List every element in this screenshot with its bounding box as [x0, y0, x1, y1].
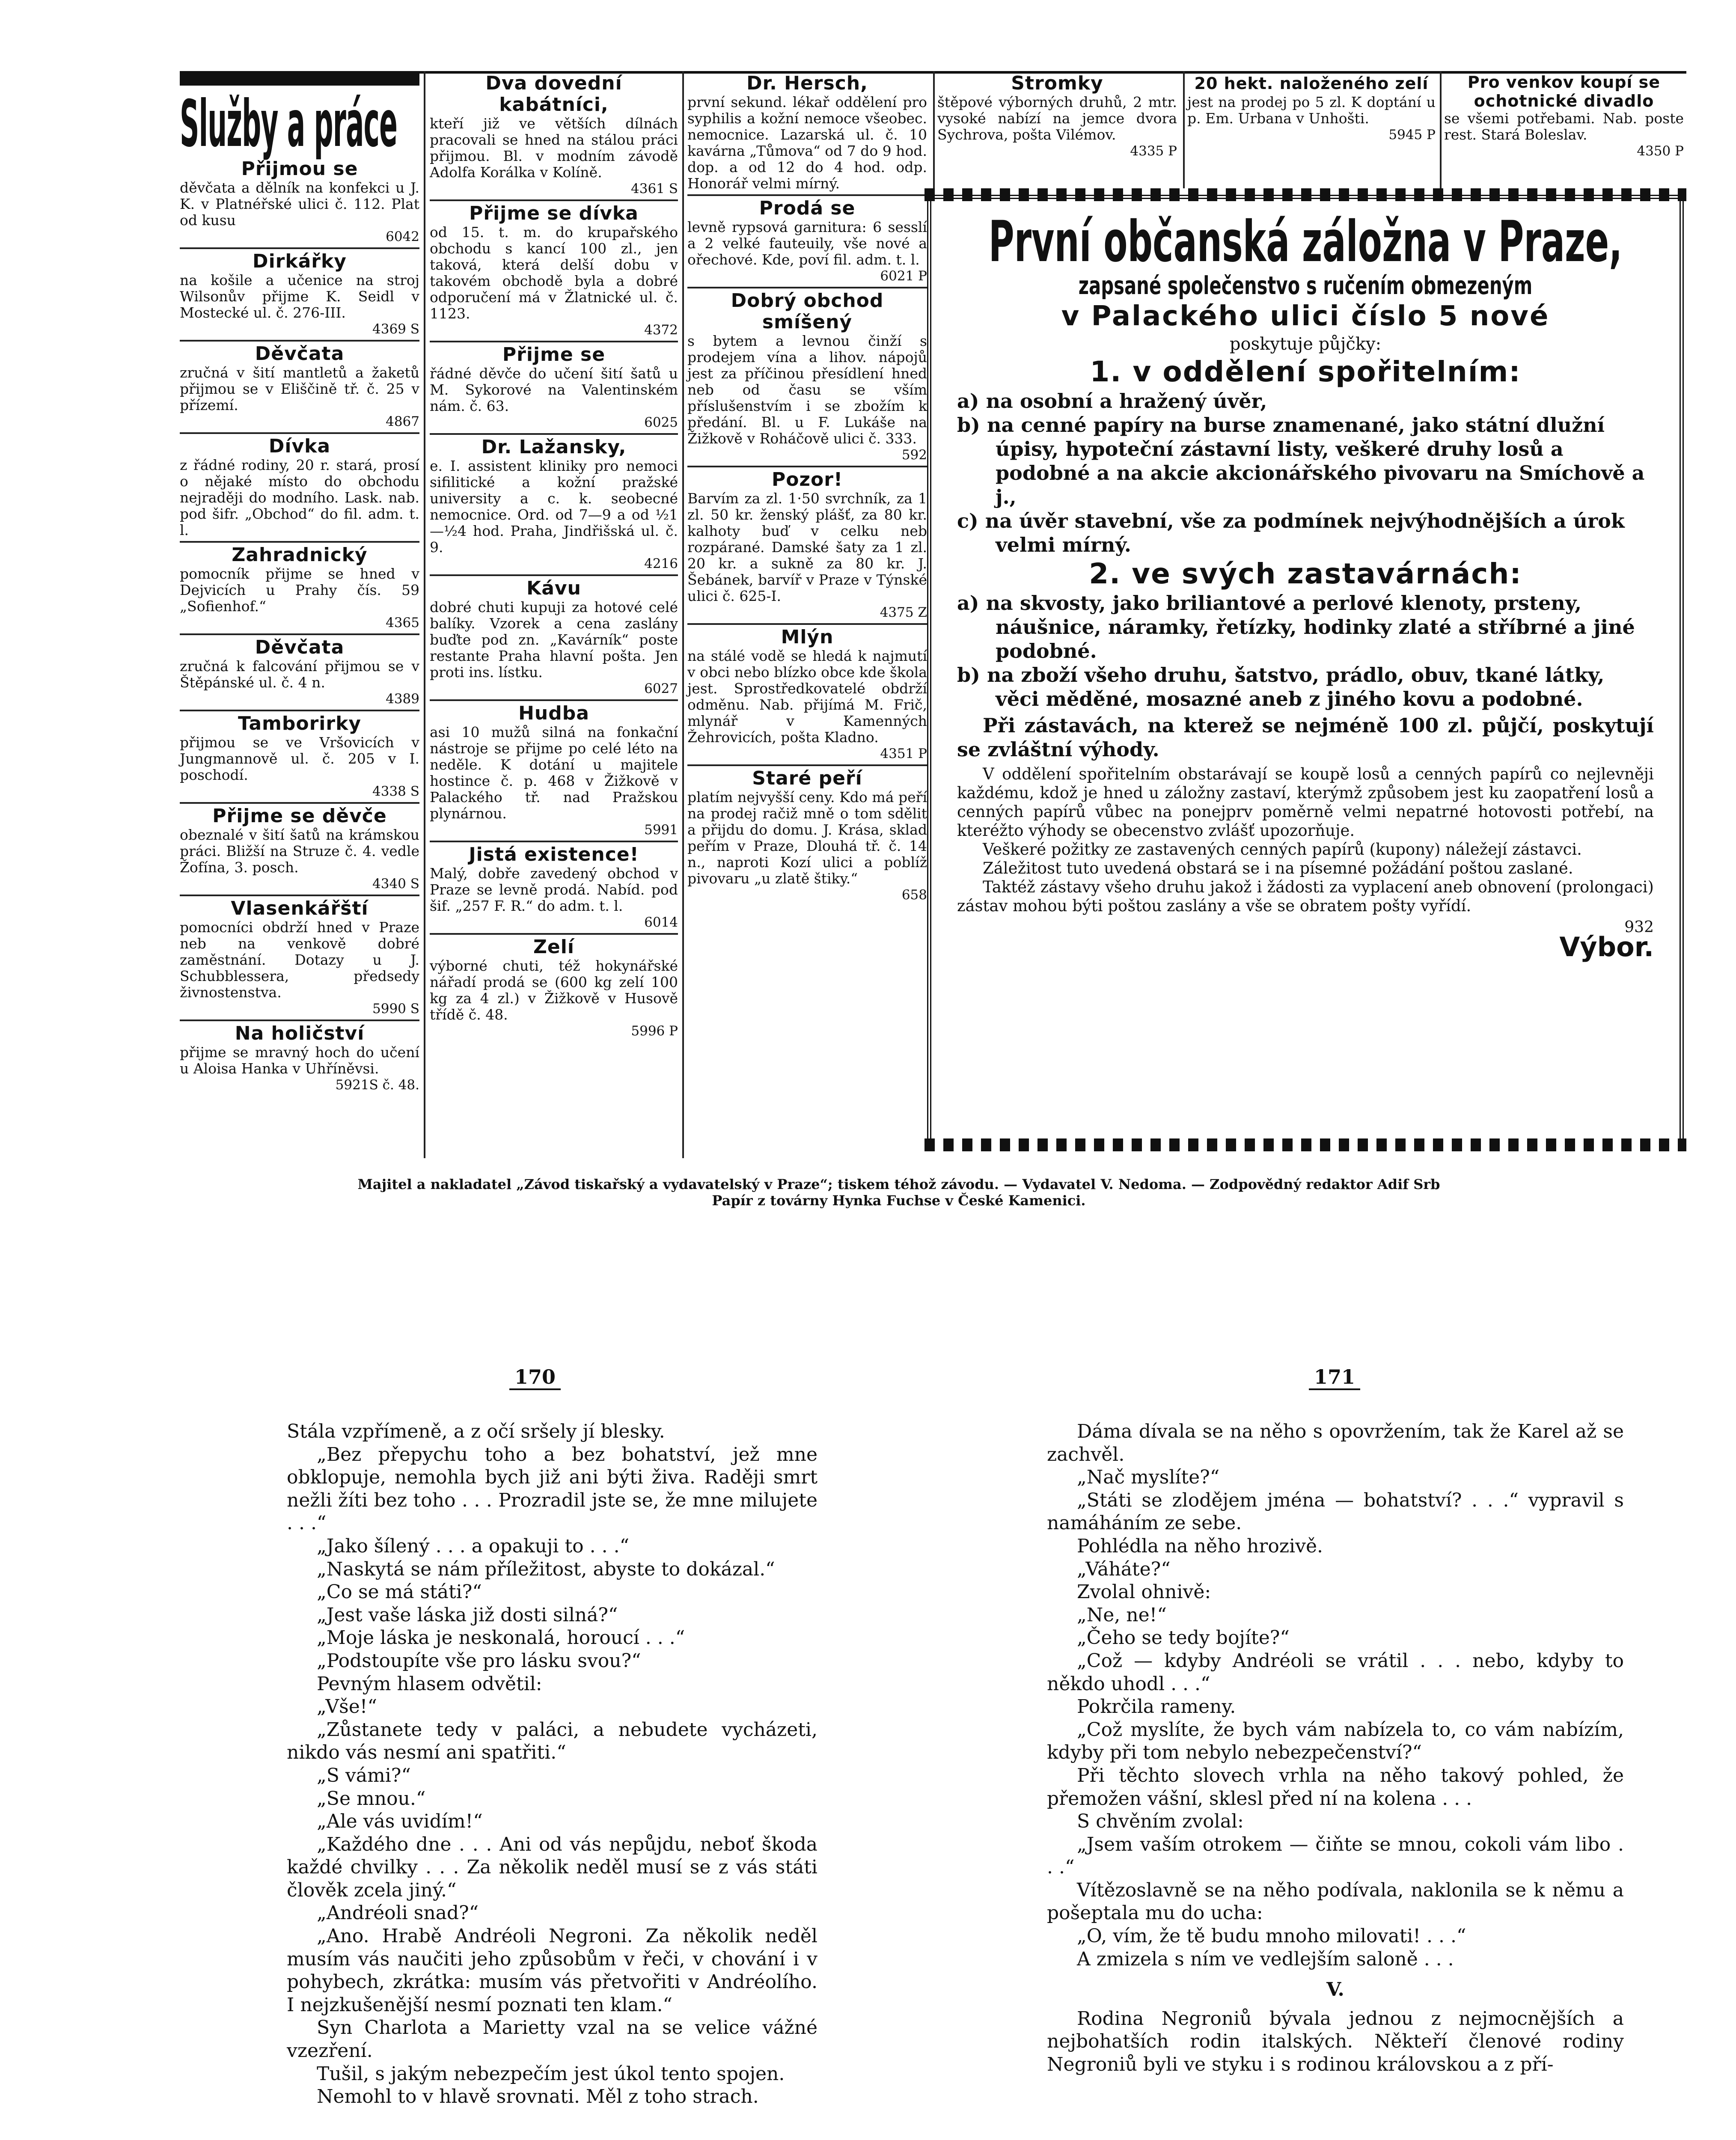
- paragraph: Zvolal ohnivě:: [1077, 1581, 1211, 1603]
- ad-text: od 15. t. m. do krupařského obchodu s kancí 100 zl., jen taková, která delší dobu v takovém obchodě byla a dobré odporučení má v Žlatnické ul. č. 1123.: [430, 224, 678, 322]
- ad-title: Mlýn: [781, 626, 834, 648]
- paragraph: Pohlédla na něho hrozivě.: [1077, 1535, 1323, 1557]
- ad-text: pomocník přijme se hned v Dejvicích u Prahy čís. 59 „Sofienhof.“: [180, 565, 419, 615]
- paragraph: „Což — kdyby Andréoli se vrátil . . . nebo, kdyby to někdo uhodl . . .“: [1047, 1650, 1624, 1695]
- bank-fine-print: Veškeré požitky ze zastavených cenných papírů (kupony) náležejí zástavci.: [983, 840, 1582, 859]
- bank-special: Při zástavách, na kterež se nejméně 100 zl. půjčí, poskytují se zvláštní výhody.: [957, 714, 1654, 761]
- ad-text: obeznalé v šití šatů na krámskou práci. Bližší na Struze č. 4. vedle Žofína, 3. posch.: [180, 826, 419, 876]
- ad-text: zručná k falcování přijmou se v Štěpánské ul. č. 4 n.: [180, 658, 419, 691]
- paragraph: „Zůstanete tedy v paláci, a nebudete vycházeti, nikdo vás nesmí ani spatřiti.“: [287, 1718, 817, 1764]
- paragraph: Rodina Negroniů bývala jednou z nejmocnějších a nejbohatších rodin italských. Někteří členové rodiny Negroniů byli ve styku i s rodinou královskou a z pří-: [1047, 2007, 1624, 2076]
- ad-code: 5996 P: [631, 1023, 678, 1039]
- paragraph: „Co se má státi?“: [317, 1581, 482, 1603]
- ad-code: 4335 P: [1130, 143, 1177, 159]
- ad-code: 6042: [386, 229, 419, 244]
- ad-title: Zahradnický: [232, 544, 368, 566]
- paragraph: Tušil, s jakým nebezpečím jest úkol tento spojen.: [317, 2063, 785, 2085]
- paragraph: „Ne, ne!“: [1077, 1604, 1167, 1626]
- bank-fine-print: Taktéž zástavy všeho druhu jakož i žádosti za vyplacení aneb obnovení (prolongaci) zástav mohou býti poštou zaslány a vše se obratem pošty vyřídí.: [957, 878, 1654, 915]
- ad-code: 4365: [386, 615, 419, 630]
- heading-bar: [180, 73, 419, 86]
- ad-text: na košile a učenice na stroj Wilsonův přijme K. Seidl v Mostecké ul. č. 276-III.: [180, 272, 419, 321]
- ad-title: Dr. Lažansky,: [481, 436, 627, 458]
- ad: [180, 895, 419, 1017]
- bank-fine-print: Záležitost tuto uvedená obstará se i na písemné požádání poštou zaslané.: [983, 859, 1573, 877]
- paragraph: „S vámi?“: [317, 1764, 411, 1786]
- ad-code: 4372: [644, 322, 678, 338]
- paragraph: „Čeho se tedy bojíte?“: [1077, 1627, 1290, 1649]
- ad-code: 4375 Z: [880, 605, 927, 620]
- ad-title: Dva dovední kabátníci,: [485, 72, 622, 116]
- imprint: [214, 1176, 1584, 1209]
- ad-title: Zelí: [533, 936, 574, 958]
- ad-code: 4338 S: [372, 784, 419, 799]
- paragraph: „Ano. Hrabě Andréoli Negroni. Za několik neděl musím vás naučiti jeho způsobům v řeči, v chování i v pohybech, zkrátka: musím vás přetvořiti v Andréolího. I nejzkušenější nesmí poznati ten klam.“: [287, 1925, 817, 2016]
- ad: [180, 710, 419, 800]
- bank-item: b) na zboží všeho druhu, šatstvo, prádlo, obuv, tkané látky, věci měděné, mosazné aneb z jiného kovu a podobné.: [957, 663, 1605, 710]
- paragraph: Dáma dívala se na něho s opovržením, tak že Karel až se zachvěl.: [1047, 1421, 1624, 1465]
- ad: [687, 73, 927, 192]
- ad-title: Pro venkov koupí se ochotnické divadlo: [1467, 73, 1661, 110]
- ad-title: Na holičství: [235, 1022, 365, 1044]
- ad-code: 5945 P: [1388, 127, 1436, 143]
- paragraph: „Nač myslíte?“: [1077, 1466, 1220, 1489]
- ad-title: Přijme se: [502, 344, 606, 366]
- ad-title: Prodá se: [759, 197, 856, 219]
- ad-text: s bytem a levnou činží s prodejem vína a lihov. nápojů jest za příčinou přesídlení hned neb od času se vším příslušenstvím i se zbožím k předání. Bl. u F. Lukáše na Žižkově v Roháčově ulici č. 333.: [687, 333, 927, 447]
- ad-code: 4369 S: [372, 321, 419, 337]
- chapter-heading: V.: [1326, 1979, 1344, 2001]
- ad: [1444, 73, 1684, 159]
- book-page-right: [1047, 1420, 1624, 2076]
- paragraph: Při těchto slovech vrhla na něho takový pohled, že přemožen vášní, sklesl před ní na kolena . . .: [1047, 1764, 1624, 1810]
- ad-title: Staré peří: [752, 767, 862, 789]
- bank-item: c) na úvěr stavební, vše za podmínek nejvýhodnějších a úrok velmi mírný.: [957, 509, 1625, 556]
- bank-item: a) na osobní a hražený úvěr,: [957, 389, 1267, 413]
- paragraph: „Jsem vaším otrokem — čiňte se mnou, cokoli vám libo . . .“: [1047, 1833, 1624, 1878]
- ad: [430, 699, 678, 838]
- paragraph: „Ale vás uvidím!“: [317, 1810, 483, 1833]
- ad-title: Dobrý obchod smíšený: [731, 290, 884, 333]
- column-3: [687, 73, 927, 906]
- bank-signature: Výbor.: [1559, 931, 1654, 963]
- ad: [430, 73, 678, 197]
- page-number: 170: [509, 1365, 561, 1390]
- ad-code: 4389: [386, 691, 419, 707]
- ad-text: řádné děvče do učení šití šatů u M. Sykorové na Valentinském nám. č. 63.: [430, 365, 678, 414]
- paragraph: „O, vím, že tě budu mnoho milovati! . . .“: [1077, 1925, 1466, 1947]
- paragraph: „Každého dne . . . Ani od vás nepůjdu, neboť škoda každé chvilky . . . Za několik neděl musí se z vás státi člověk zcela jiný.“: [287, 1833, 817, 1901]
- ad: [430, 433, 678, 572]
- ad-text: přijme se mravný hoch do učení u Aloisa Hanka v Uhříněvsi.: [180, 1044, 419, 1077]
- ad: [430, 574, 678, 697]
- ad-code: 4340 S: [372, 876, 419, 892]
- ad: [430, 199, 678, 338]
- ad-text: první sekund. lékař oddělení pro syphilis a kožní nemoce všeobec. nemocnice. Lazarská ul. č. 10 kavárna „Tůmova“ od 7 do 9 hod. dop. a od 12 do 4 hod. odp. Honorář velmi mírný.: [687, 94, 927, 192]
- book-page-left: [287, 1420, 817, 2108]
- ad: [180, 1019, 419, 1093]
- ad-text: děvčata a dělník na konfekci u J. K. v Platnéřské ulici č. 112. Plat od kusu: [180, 179, 419, 229]
- bank-section-2: 2. ve svých zastavárnách:: [1089, 557, 1522, 590]
- ad: [180, 633, 419, 707]
- ad: [180, 432, 419, 538]
- paragraph: Nemohl to v hlavě srovnati. Měl z toho strach.: [317, 2086, 759, 2108]
- paragraph: Vítězoslavně se na něho podívala, naklonila se k němu a pošeptala mu do ucha:: [1047, 1879, 1624, 1924]
- ad-title: Tamborirky: [238, 713, 362, 734]
- ad-text: kteří již ve větších dílnách pracovali se hned na stálou práci přijmou. Bl. v modním závodě Adolfa Korálka v Kolíně.: [430, 115, 678, 181]
- ad: [937, 73, 1177, 159]
- ad-text: pomocníci obdrží hned v Praze neb na venkově dobré zaměstnání. Dotazy u J. Schubblessera, předsedy živnostenstva.: [180, 919, 419, 1001]
- paragraph: „Státi se zlodějem jména — bohatství? . . .“ vypravil s namáháním ze sebe.: [1047, 1489, 1624, 1534]
- page-number-right: [1309, 1365, 1360, 1388]
- ad-code: 592: [901, 447, 927, 463]
- ad-code: 6025: [644, 415, 678, 430]
- ad-title: Dívka: [268, 435, 331, 457]
- ad-title: Děvčata: [255, 343, 345, 365]
- bank-item: b) na cenné papíry na burse znamenané, jako státní dlužní úpisy, hypoteční zástavní listy, veškeré druhy losů a podobné a na akcie akcionářského pivovaru na Smíchově a j.,: [957, 413, 1645, 508]
- ad-code: 5991: [644, 822, 678, 838]
- ad: [180, 247, 419, 337]
- ad-text: dobré chuti kupuji za hotové celé balíky. Vzorek a cena zaslány buďte pod zn. „Kavárník“ poste restante Praha hlavní pošta. Jen proti ins. lístku.: [430, 599, 678, 681]
- ad: [687, 623, 927, 762]
- ad-title: Přijmou se: [241, 158, 358, 180]
- ad-text: levně rypsová garnitura: 6 sesslí a 2 velké fauteuily, vše nové a ořechové. Kde, poví fil. adm. t. l.: [687, 219, 927, 268]
- ad-code: 5990 S: [372, 1001, 419, 1016]
- ad-title: Dr. Hersch,: [746, 72, 868, 94]
- ad: [180, 158, 419, 245]
- paragraph: S chvěním zvolal:: [1077, 1810, 1244, 1833]
- paragraph: Pokrčila rameny.: [1077, 1696, 1236, 1718]
- paragraph: „Andréoli snad?“: [317, 1902, 479, 1924]
- ad-text: výborné chuti, též hokynářské nářadí prodá se (600 kg zelí 100 kg za 4 zl.) v Žižkově v Husově třídě č. 48.: [430, 957, 678, 1023]
- bank-fine-print: V oddělení spořitelním obstarávají se koupě losů a cenných papírů co nejlevněji každému, kdož je hned u záložny zastaví, kterýmž způsobem jest ku zaopatření losů a cenných papírů vůbec na ponejprv poměrně velmi nepatrné hotovosti potřebí, na kteréžto výhody se obecenstvo zvlášť upozorňuje.: [957, 765, 1654, 840]
- ad-title: Vlasenkářští: [231, 898, 369, 919]
- ad-code: 658: [901, 887, 927, 903]
- column-divider: [1183, 71, 1185, 195]
- ad-text: e. I. assistent kliniky pro nemoci sifilitické a kožní pražské university a c. k. seobecné nemocnice. Ord. od 7—9 a od ½1—½4 hod. Praha, Jindřišská ul. č. 9.: [430, 458, 678, 556]
- ad-title: Pozor!: [771, 469, 843, 490]
- decorative-border-bottom: [924, 1138, 1686, 1151]
- column-1: [180, 73, 419, 1096]
- ad-text: přijmou se ve Vršovicích v Jungmannově ul. č. 205 v I. poschodí.: [180, 734, 419, 783]
- ad-title: Děvčata: [255, 636, 345, 658]
- ad-code: 4216: [644, 556, 678, 571]
- column-divider: [1440, 71, 1442, 195]
- ad-text: Barvím za zl. 1·50 svrchník, za 1 zl. 50 kr. ženský plášť, za 80 kr. kalhoty buď v celku neb rozpárané. Damské šaty za 1 zl. 20 kr. a sukně za 80 kr. J. Šebánek, barvíř v Praze v Týnské ulici č. 625-I.: [687, 490, 927, 604]
- ad: [430, 841, 678, 930]
- ad: [180, 340, 419, 430]
- ad-text: se všemi potřebami. Nab. poste rest. Stará Boleslav.: [1444, 110, 1684, 143]
- ad: [180, 802, 419, 892]
- ad-code: 6021 P: [880, 268, 927, 284]
- ad-text: asi 10 mužů silná na fonkační nástroje se přijme po celé léto na neděle. K dotání u majitele hostince č. p. 468 v Žižkově v Palackého tř. nad Pražskou plynárnou.: [430, 724, 678, 822]
- ad: [687, 764, 927, 903]
- ad: [687, 194, 927, 284]
- ad-title: Přijme se dívka: [469, 202, 639, 224]
- ad-title: Stromky: [1011, 72, 1103, 94]
- ad: [430, 933, 678, 1039]
- ad: [180, 541, 419, 631]
- ad-code: 4867: [386, 414, 419, 429]
- paragraph: „Což myslíte, že bych vám nabízela to, co vám nabízím, kdyby při tom nebylo nebezpečenství?“: [1047, 1718, 1624, 1764]
- column-4: [937, 73, 1177, 162]
- ad-text: na stálé vodě se hledá k najmutí v obci nebo blízko obce kde škola jest. Sprostředkovatelé obdrží odměnu. Nab. přijímá M. Frič, mlynář v Kamenných Žehrovicích, pošta Kladno.: [687, 648, 927, 746]
- paragraph: „Váháte?“: [1077, 1558, 1171, 1580]
- column-divider: [682, 71, 684, 1158]
- ad-title: Kávu: [526, 577, 581, 599]
- ad: [1187, 73, 1436, 143]
- imprint-line: Majitel a nakladatel „Závod tiskařský a vydavatelský v Praze“; tiskem téhož závodu. — Vydavatel V. Nedoma. — Zodpovědný redaktor Adif Srb: [357, 1176, 1440, 1192]
- ad-text: Malý, dobře zavedený obchod v Praze se levně prodá. Nabíd. pod šif. „257 F. R.“ do adm. t. l.: [430, 865, 678, 914]
- bank-section-1: 1. v oddělení spořitelním:: [1090, 355, 1521, 388]
- paragraph: „Podstoupíte vše pro lásku svou?“: [317, 1650, 641, 1672]
- paragraph: „Vše!“: [317, 1696, 377, 1718]
- page-number-left: [509, 1365, 561, 1388]
- ad-text: štěpové výborných druhů, 2 mtr. vysoké nabízí na jemce dvora Sychrova, pošta Vilémov.: [937, 94, 1177, 143]
- paragraph: „Jako šílený . . . a opakuji to . . .“: [317, 1535, 630, 1557]
- ad-code: 6027: [644, 681, 678, 696]
- paragraph: Pevným hlasem odvětil:: [317, 1673, 542, 1695]
- ad-text: jest na prodej po 5 zl. K doptání u p. Em. Urbana v Unhošti.: [1187, 94, 1436, 127]
- page-number: 171: [1309, 1365, 1360, 1390]
- paragraph: „Jest vaše láska již dosti silná?“: [317, 1604, 618, 1626]
- column-6: [1444, 73, 1684, 162]
- paragraph: Syn Charlota a Marietty vzal na se velice vážné vzezření.: [287, 2017, 817, 2062]
- bank-subtitle: zapsané společenstvo s ručením obmezeným: [1078, 271, 1533, 300]
- ad-title: Hudba: [518, 702, 589, 724]
- ad-text: platím nejvyšší ceny. Kdo má peří na prodej račiž mně o tom sdělit a přijdu do domu. J. Krása, sklad peřím v Praze, Dlouhá tř. č. 14 n., naproti Kozí ulici a poblíž pivovaru „u zlatě štiky.“: [687, 789, 927, 887]
- ad-title: 20 hekt. naloženého zelí: [1194, 74, 1429, 93]
- ad-title: Jistá existence!: [469, 844, 639, 865]
- ad: [687, 287, 927, 463]
- paragraph: A zmizela s ním ve vedlejším saloně . . .: [1077, 1948, 1454, 1970]
- column-2: [430, 73, 678, 1042]
- bank-lends: poskytuje půjčky:: [1229, 334, 1382, 354]
- ad-code: 4351 P: [880, 746, 927, 761]
- ad-code: 6014: [644, 915, 678, 930]
- ad: [430, 341, 678, 431]
- section-heading: Služby a práce: [180, 87, 398, 161]
- paragraph: „Se mnou.“: [317, 1787, 426, 1810]
- ad-text: zručná v šití mantletů a žaketů přijmou se v Eliščině tř. č. 25 v přízemí.: [180, 364, 419, 413]
- column-divider: [933, 71, 935, 195]
- paragraph: Stála vzpřímeně, a z očí sršely jí blesky.: [287, 1421, 665, 1442]
- column-5: [1187, 73, 1436, 146]
- ad-text: z řádné rodiny, 20 r. stará, prosí o nějaké místo do obchodu nejraději do modního. Lask. nab. pod šifr. „Obchod“ do fil. adm. t. l.: [180, 457, 419, 538]
- ad-code: 4361 S: [631, 181, 678, 196]
- bank-title: První občanská záložna v Praze,: [988, 209, 1623, 275]
- bank-advertisement: [927, 195, 1684, 1143]
- bank-address: v Palackého ulici číslo 5 nové: [1061, 300, 1550, 332]
- paragraph: „Moje láska je neskonalá, horoucí . . .“: [317, 1627, 685, 1649]
- imprint-line: Papír z továrny Hynka Fuchse v České Kamenici.: [712, 1192, 1086, 1209]
- ad-code: 5921S č. 48.: [335, 1077, 419, 1093]
- ad-title: Přijme se děvče: [212, 805, 387, 827]
- paragraph: „Bez přepychu toho a bez bohatství, jež mne obklopuje, nemohla bych již ani býti živa. Raději smrt nežli žíti bez toho . . . Prozradil jste se, že mne milujete . . .“: [287, 1443, 817, 1534]
- ad: [687, 466, 927, 621]
- column-divider: [424, 71, 425, 1158]
- paragraph: „Naskytá se nám příležitost, abyste to dokázal.“: [317, 1558, 775, 1580]
- bank-code: 932: [1624, 918, 1654, 936]
- bank-item: a) na skvosty, jako briliantové a perlové klenoty, prsteny, náušnice, náramky, řetízky, hodinky zlaté a stříbrné a jiné podobné.: [957, 591, 1635, 663]
- ad-title: Dirkářky: [253, 250, 347, 272]
- ad-code: 4350 P: [1637, 143, 1684, 159]
